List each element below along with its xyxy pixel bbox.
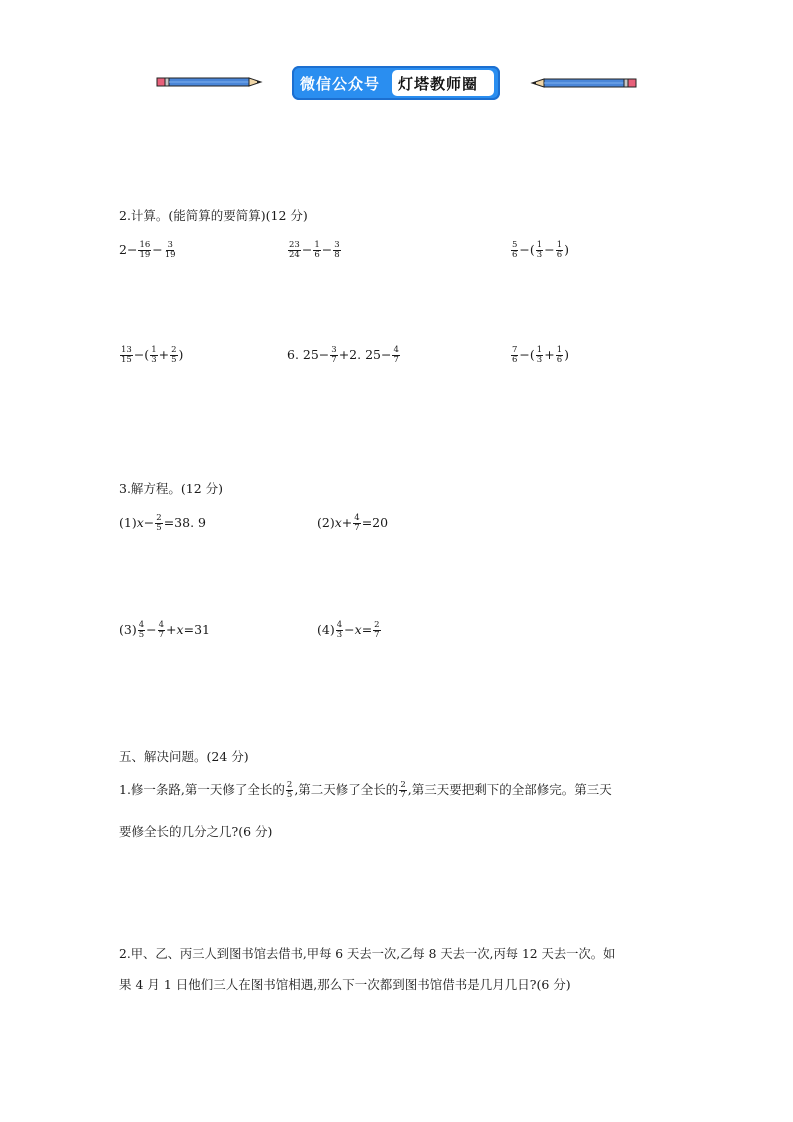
banner-right-text: 灯塔教师圈 [398, 75, 479, 93]
q3-title: 3.解方程。(12 分) [119, 481, 224, 496]
section5-title: 五、解决问题。(24 分) [119, 749, 249, 764]
wechat-banner [292, 66, 500, 100]
q3-equation-3: (3) $\frac{4}{5}$ − $\frac{4}{7}$ +x=31 [119, 620, 210, 640]
right-pencil-icon [528, 76, 638, 90]
q2-title: 2.计算。(能简算的要简算)(12 分) [119, 208, 308, 223]
problem-2-line-2: 果 4 月 1 日他们三人在图书馆相遇,那么下一次都到图书馆借书是几月几日?(6 分) [119, 977, 571, 992]
q2-expr-6: $\frac{7}{6}$ −( $\frac{1}{3}$ + $\frac{1}{6}$ ) [512, 345, 569, 365]
problem-2-line-1: 2.甲、乙、丙三人到图书馆去借书,甲每 6 天去一次,乙每 8 天去一次,丙每 12 天去一次。如 [119, 947, 616, 961]
problem-1-line-1: 1.修一条路,第一天修了全长的 $\frac{2}{5}$ ,第二天修了全长的 $\frac{2}{7}$ ,第三天要把剩下的全部修完。第三天 [119, 780, 612, 800]
left-pencil-icon [155, 75, 265, 89]
q3-equation-4: (4) $\frac{4}{3}$ −x= $\frac{2}{7}$ [317, 620, 380, 640]
banner-right-box [392, 70, 494, 96]
q2-expr-3: $\frac{5}{6}$ −( $\frac{1}{3}$ − $\frac{1}{6}$ ) [512, 240, 569, 260]
q2-expr-5: 6. 25− $\frac{3}{7}$ +2. 25− $\frac{4}{7}$ [287, 345, 399, 365]
banner-left-text: 微信公众号 [300, 75, 381, 93]
q3-equation-1: (1)x− $\frac{2}{5}$ =38. 9 [119, 513, 206, 533]
q3-equation-2: (2)x+ $\frac{4}{7}$ =20 [317, 513, 389, 533]
problem-1-line-2: 要修全长的几分之几?(6 分) [119, 824, 273, 839]
q2-expr-4: $\frac{13}{15}$ −( $\frac{1}{3}$ + $\frac{2}{5}$ ) [121, 345, 184, 365]
q2-expr-1: 2− $\frac{16}{19}$ − $\frac{3}{19}$ [119, 240, 176, 260]
q2-expr-2: $\frac{23}{24}$ − $\frac{1}{6}$ − $\frac{3}{8}$ [289, 240, 340, 260]
